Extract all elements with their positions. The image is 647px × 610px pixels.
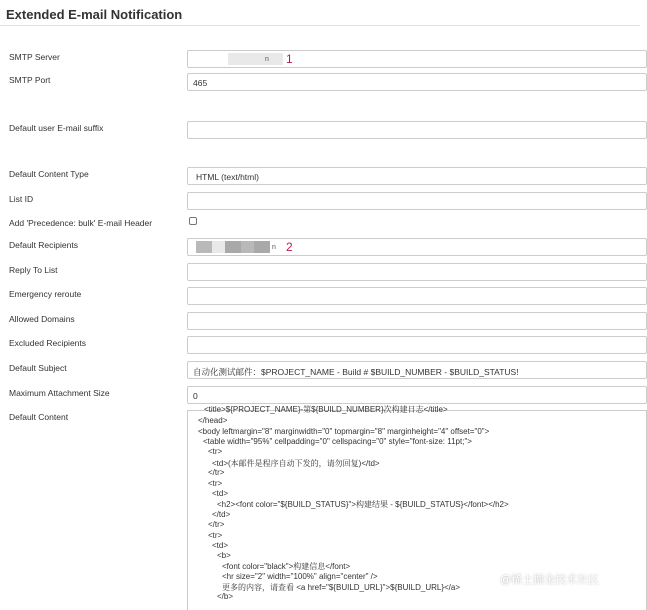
- default-subject-label: Default Subject: [9, 363, 67, 373]
- content-type-label: Default Content Type: [9, 169, 89, 179]
- code-line: <title>${PROJECT_NAME}-第${BUILD_NUMBER}次构建日志</title>: [204, 405, 448, 414]
- recipients-visible-fragment: n: [272, 244, 276, 251]
- emergency-reroute-label: Emergency reroute: [9, 289, 82, 299]
- excluded-recipients-input[interactable]: [187, 336, 647, 354]
- annotation-marker-1: 1: [286, 52, 293, 66]
- code-line: <tr>: [208, 447, 223, 456]
- code-line: <td>(本邮件是程序自动下发的，请勿回复)</td>: [212, 459, 380, 468]
- code-line: <body leftmargin="8" marginwidth="0" topmargin="8" marginheight="4" offset="0">: [198, 427, 490, 436]
- code-line: </td>: [212, 510, 231, 519]
- code-line: <h2><font color="${BUILD_STATUS}">构建结果 - ${BUILD_STATUS}</font></h2>: [217, 500, 509, 509]
- default-content-label: Default Content: [9, 412, 69, 422]
- code-line: <tr>: [208, 479, 223, 488]
- code-line: 更多的内容，请查看 <a href="${BUILD_URL}">${BUILD_URL}</a>: [222, 583, 461, 592]
- emergency-reroute-input[interactable]: [187, 287, 647, 305]
- recipients-input[interactable]: [187, 238, 647, 256]
- smtp-server-label: SMTP Server: [9, 52, 60, 62]
- code-line: <table width="95%" cellpadding="0" cellspacing="0" style="font-size: 11pt;">: [203, 437, 472, 446]
- code-line: </b>: [217, 592, 234, 601]
- section-header: [0, 0, 640, 26]
- reply-to-label: Reply To List: [9, 265, 58, 275]
- watermark: @稀土掘金技术社区: [500, 574, 600, 586]
- redacted-block: [254, 241, 270, 253]
- redacted-block: [212, 241, 225, 253]
- section-title: Extended E-mail Notification: [6, 7, 183, 22]
- code-line: <td>: [212, 489, 229, 498]
- list-id-label: List ID: [9, 194, 34, 204]
- code-line: <tr>: [208, 531, 223, 540]
- smtp-server-visible-fragment: n: [265, 56, 269, 63]
- code-line: </head>: [198, 416, 228, 425]
- allowed-domains-input[interactable]: [187, 312, 647, 330]
- smtp-port-input[interactable]: 465: [187, 73, 647, 91]
- redacted-block: [241, 241, 254, 253]
- default-subject-input[interactable]: 自动化测试邮件：$PROJECT_NAME - Build # $BUILD_NUMBER - $BUILD_STATUS!: [187, 361, 647, 379]
- code-line: <b>: [217, 551, 231, 560]
- max-attachment-label: Maximum Attachment Size: [9, 388, 110, 398]
- redacted-block: [228, 53, 283, 65]
- redacted-block: [196, 241, 212, 253]
- list-id-input[interactable]: [187, 192, 647, 210]
- email-suffix-input[interactable]: [187, 121, 647, 139]
- redacted-block: [225, 241, 241, 253]
- smtp-port-label: SMTP Port: [9, 75, 51, 85]
- code-line: <td>: [212, 541, 229, 550]
- code-line: <hr size="2" width="100%" align="center" />: [222, 572, 378, 581]
- code-line: </tr>: [208, 468, 225, 477]
- excluded-recipients-label: Excluded Recipients: [9, 338, 87, 348]
- reply-to-input[interactable]: [187, 263, 647, 281]
- allowed-domains-label: Allowed Domains: [9, 314, 75, 324]
- precedence-checkbox[interactable]: [189, 217, 197, 225]
- email-suffix-label: Default user E-mail suffix: [9, 123, 104, 133]
- annotation-marker-2: 2: [286, 240, 293, 254]
- max-attachment-input[interactable]: 0: [187, 386, 647, 404]
- content-type-select[interactable]: HTML (text/html): [187, 167, 647, 185]
- smtp-server-input[interactable]: [187, 50, 647, 68]
- code-line: </tr>: [208, 520, 225, 529]
- precedence-label: Add 'Precedence: bulk' E-mail Header: [9, 218, 153, 228]
- code-line: <font color="black">构建信息</font>: [222, 562, 351, 571]
- recipients-label: Default Recipients: [9, 240, 78, 250]
